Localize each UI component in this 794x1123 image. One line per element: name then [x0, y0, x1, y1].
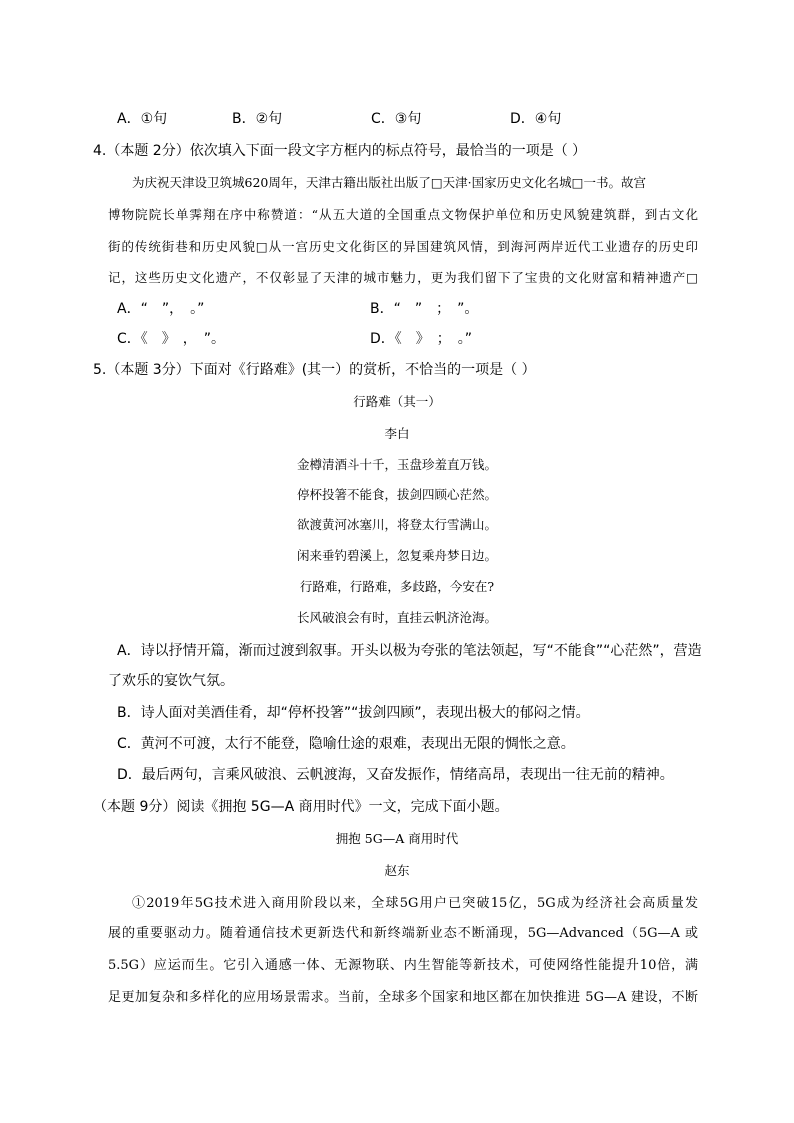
q4-option-c: C．《 》 ， ”。	[117, 331, 226, 347]
q3-option-c: C．③句	[371, 111, 422, 127]
q5-stem: 5.（本题 3分）下面对《行路难》(其一）的赏析，不恰当的一项是（ ）	[93, 362, 536, 378]
q4-stem: 4.（本题 2分）依次填入下面一段文字方框内的标点符号，最恰当的一项是（ ）	[93, 143, 587, 159]
q4-passage-line-1: 为庆祝天津设卫筑城620周年，天津古籍出版社出版了□天津·国家历史文化名城□一书。故宫	[132, 175, 646, 190]
article-paragraph-line-3: 5.5G）应运而生。它引入通感一体、无源物联、内生智能等新技术，可使网络性能提升10倍，满	[108, 958, 698, 973]
poem-author: 李白	[384, 426, 410, 441]
q3-option-a: A．①句	[117, 111, 168, 127]
q5-option-d: D．最后两句，言乘风破浪、云帆渡海，又奋发振作，情绪高昂，表现出一往无前的精神。	[117, 767, 674, 783]
poem-line-6: 长风破浪会有时，直挂云帆济沧海。	[296, 610, 497, 625]
article-paragraph-line-2: 展的重要驱动力。随着通信技术更新迭代和新终端新业态不断涌现，5G—Advanced（5G—A 或	[108, 926, 698, 941]
q5-option-b: B．诗人面对美酒佳肴，却“停杯投箸”“拔剑四顾”，表现出极大的郁闷之情。	[117, 705, 590, 721]
poem-line-2: 停杯投箸不能食，拔剑四顾心茫然。	[296, 487, 497, 502]
poem-line-4: 闲来垂钓碧溪上，忽复乘舟梦日边。	[296, 548, 497, 563]
reading-intro: （本题 9分）阅读《拥抱 5G—A 商用时代》一文，完成下面小题。	[93, 799, 509, 815]
q3-option-d: D．④句	[510, 111, 562, 127]
q5-option-a-line-1: A．诗以抒情开篇，渐而过渡到叙事。开头以极为夸张的笔法领起，写“不能食”“心茫然”，营造	[117, 643, 702, 659]
article-paragraph-line-1: ①2019年5G技术进入商用阶段以来，全球5G用户已突破15亿，5G成为经济社会高质量发	[132, 896, 698, 911]
poem-title: 行路难（其一）	[353, 394, 441, 409]
q5-option-c: C．黄河不可渡，太行不能登，隐喻仕途的艰难，表现出无限的惆怅之意。	[117, 736, 575, 752]
q4-passage-line-3: 街的传统街巷和历史风貌□从一宫历史文化街区的异国建筑风情，到海河两岸近代工业遗存的历史印	[108, 239, 698, 254]
poem-line-1: 金樽清酒斗十千，玉盘珍羞直万钱。	[296, 457, 497, 472]
q4-option-d: D．《 》 ； 。”	[370, 331, 473, 347]
poem-line-3: 欲渡黄河冰塞川，将登太行雪满山。	[296, 517, 497, 532]
poem-line-5: 行路难，行路难，多歧路，今安在?	[299, 579, 495, 594]
q4-passage-line-2: 博物院院长单霁翔在序中称赞道：“从五大道的全国重点文物保护单位和历史风貌建筑群，到古文化	[108, 207, 698, 222]
q4-passage-line-4: 记，这些历史文化遗产，不仅彰显了天津的城市魅力，更为我们留下了宝贵的文化财富和精神遗产□	[108, 270, 698, 285]
q4-option-b: B．“ ” ； ”。	[370, 301, 479, 317]
q4-option-a: A．“ ”， 。”	[117, 301, 205, 317]
q3-option-b: B．②句	[232, 111, 283, 127]
article-paragraph-line-4: 足更加复杂和多样化的应用场景需求。当前，全球多个国家和地区都在加快推进 5G—A 建设，不断	[108, 990, 698, 1005]
article-author: 赵东	[384, 863, 410, 878]
q5-option-a-line-2: 了欢乐的宴饮气氛。	[108, 673, 234, 689]
article-title: 拥抱 5G—A 商用时代	[335, 831, 459, 846]
